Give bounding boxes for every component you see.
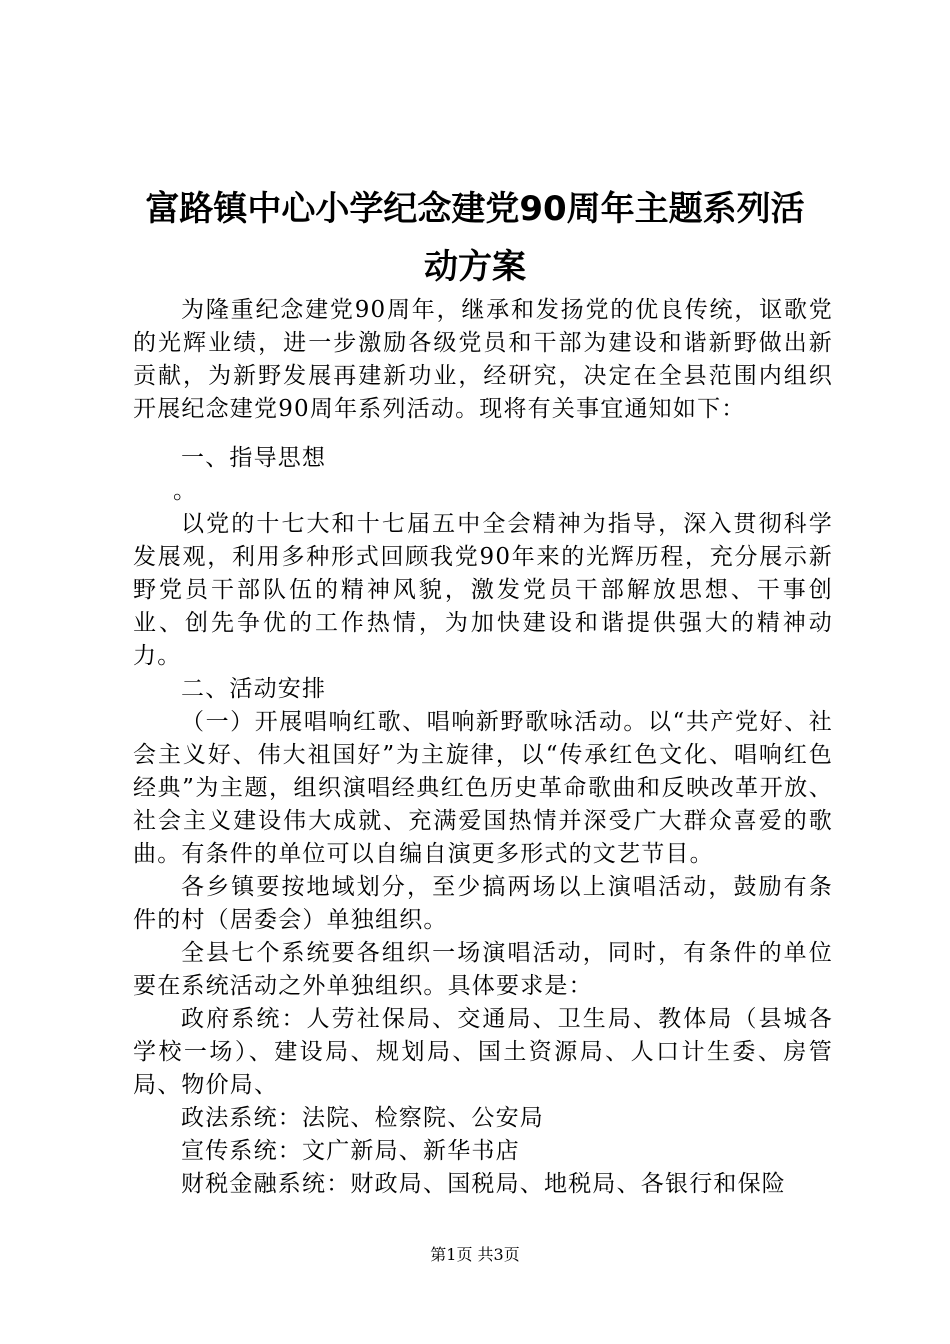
finance-system-paragraph: 财税金融系统：财政局、国税局、地税局、各银行和保险 bbox=[181, 1171, 786, 1197]
intro-paragraph: 为隆重纪念建党90周年，继承和发扬党的优良传统，讴歌党的光辉业绩，进一步激励各级党员和干部为建设和谐新野做出新贡献，为新野发展再建新功业，经研究，决定在全县范围内组织开展纪念建党90周年系列活动。现将有关事宜通知如下： bbox=[133, 297, 833, 422]
publicity-system-paragraph: 宣传系统：文广新局、新华书店 bbox=[181, 1138, 520, 1164]
township-paragraph: 各乡镇要按地域划分，至少搞两场以上演唱活动，鼓励有条件的村（居委会）单独组织。 bbox=[133, 874, 833, 933]
page-footer: 第1页 共3页 bbox=[430, 1245, 520, 1264]
government-system-paragraph: 政府系统：人劳社保局、交通局、卫生局、教体局（县城各学校一场）、建设局、规划局、国土资源局、人口计生委、房管局、物价局、 bbox=[133, 1006, 833, 1098]
section-heading-guiding-ideology: 一、指导思想 bbox=[181, 445, 327, 471]
document-title-line-1: 富路镇中心小学纪念建党90周年主题系列活 bbox=[145, 189, 805, 229]
document-body bbox=[133, 294, 833, 1201]
document-title-line-2: 动方案 bbox=[424, 247, 526, 287]
guiding-ideology-paragraph: 以党的十七大和十七届五中全会精神为指导，深入贯彻科学发展观，利用多种形式回顾我党90年来的光辉历程，充分展示新野党员干部队伍的精神风貌，激发党员干部解放思想、干事创业、创先争优的工作热情，为加快建设和谐提供强大的精神动力。 bbox=[133, 511, 833, 669]
legal-system-paragraph: 政法系统：法院、检察院、公安局 bbox=[181, 1105, 544, 1131]
activity-one-paragraph: （一）开展唱响红歌、唱响新野歌咏活动。以“共产党好、社会主义好、伟大祖国好”为主旋律，以“传承红色文化、唱响红色经典”为主题，组织演唱经典红色历史革命歌曲和反映改革开放、社会主义建设伟大成就、充满爱国热情并深受广大群众喜爱的歌曲。有条件的单位可以自编自演更多形式的文艺节目。 bbox=[133, 709, 833, 867]
systems-paragraph: 全县七个系统要各组织一场演唱活动，同时，有条件的单位要在系统活动之外单独组织。具体要求是： bbox=[133, 940, 833, 999]
stray-period: 。 bbox=[173, 478, 198, 504]
section-heading-activities: 二、活动安排 bbox=[181, 676, 327, 702]
